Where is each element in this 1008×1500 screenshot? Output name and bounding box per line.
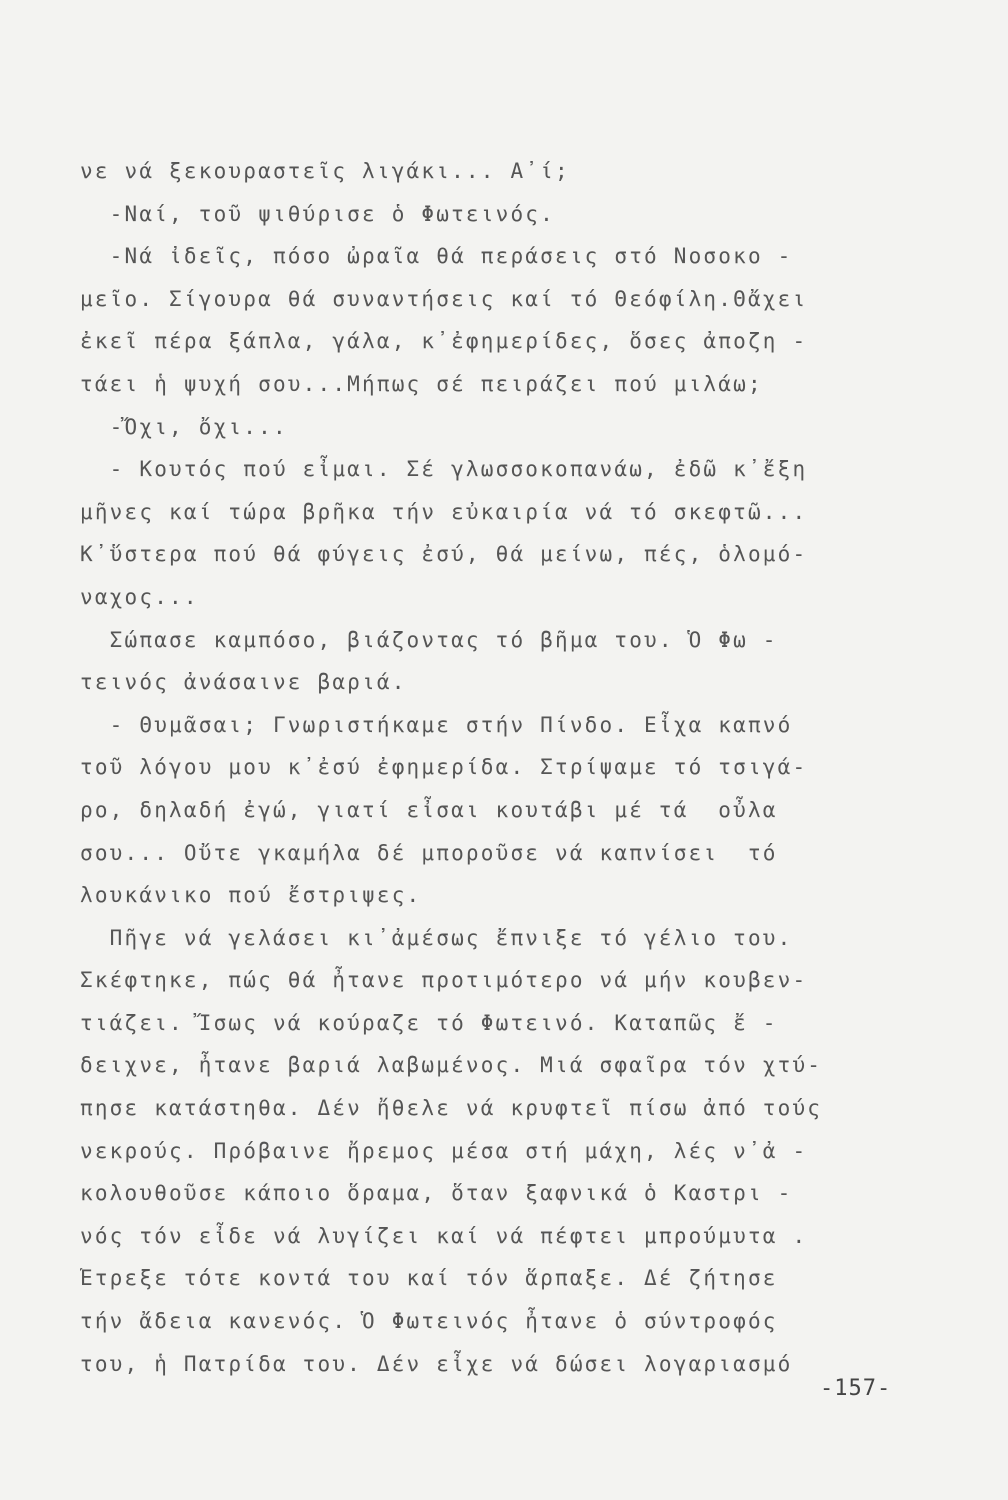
text-line: νε νά ξεκουραστεῖς λιγάκι... Α᾽ί; [80, 159, 570, 183]
text-line: τάει ἡ ψυχή σου...Μήπως σέ πειράζει πού μιλάω; [80, 371, 763, 396]
text-line: ναχος... [80, 584, 199, 609]
text-line: ἐκεῖ πέρα ξάπλα, γάλα, κ᾽ἐφημερίδες, ὅσες ἀποζη - [80, 329, 808, 354]
text-line: κολουθοῦσε κάποιο ὅραμα, ὅταν ξαφνικά ὁ Καστρι - [80, 1181, 793, 1206]
text-line: Κ᾽ὕστερα πού θά φύγεις ἐσύ, θά μείνω, πές, ὁλομό- [80, 542, 808, 567]
text-line: Ἔτρεξε τότε κοντά του καί τόν ἅρπαξε. Δέ ζήτησε [80, 1266, 778, 1291]
text-line: δειχνε, ἦτανε βαριά λαβωμένος. Μιά σφαῖρα τόν χτύ- [80, 1053, 823, 1078]
text-line: του, ἡ Πατρίδα του. Δέν εἶχε νά δώσει λογαριασμό [80, 1351, 793, 1376]
text-line: πησε κατάστηθα. Δέν ἤθελε νά κρυφτεῖ πίσω ἀπό τούς [80, 1096, 823, 1121]
text-line: νεκρούς. Πρόβαινε ἤρεμος μέσα στή μάχη, λές ν᾽ἀ - [80, 1138, 808, 1163]
text-line: τεινός ἀνάσαινε βαριά. [80, 670, 407, 695]
text-line: σου... Οὔτε γκαμήλα δέ μποροῦσε νά καπνίσει τό [80, 840, 778, 865]
text-line: μῆνες καί τώρα βρῆκα τήν εὐκαιρία νά τό σκεφτῶ... [80, 499, 808, 524]
text-line: Σκέφτηκε, πώς θά ἦτανε προτιμότερο νά μήν κουβεν- [80, 968, 808, 993]
text-line: νός τόν εἶδε νά λυγίζει καί νά πέφτει μπρούμυτα . [80, 1223, 808, 1248]
text-line: - Θυμᾶσαι; Γνωριστήκαμε στήν Πίνδο. Εἶχα καπνό [80, 712, 793, 737]
text-line: Σώπασε καμπόσο, βιάζοντας τό βῆμα του. Ὁ Φω - [80, 627, 778, 652]
text-line: τήν ἄδεια κανενός. Ὁ Φωτεινός ἦτανε ὁ σύντροφός [80, 1309, 778, 1334]
text-line: Πῆγε νά γελάσει κι᾽ἀμέσως ἔπνιξε τό γέλιο του. [80, 925, 793, 950]
text-line: μεῖο. Σίγουρα θά συναντήσεις καί τό Θεόφίλη.Θἄχει [80, 286, 808, 311]
text-line: τιάζει. Ἴσως νά κούραζε τό Φωτεινό. Καταπῶς ἔ - [80, 1010, 778, 1035]
text-line: - Κουτός πού εἶμαι. Σέ γλωσσοκοπανάω, ἐδῶ κ᾽ἔξη [80, 457, 808, 482]
text-line: λουκάνικο πού ἔστριψες. [80, 883, 422, 908]
page-number: -157- [820, 1376, 892, 1401]
page-text [80, 150, 920, 1385]
text-line: -Νά ἰδεῖς, πόσο ὠραῖα θά περάσεις στό Νοσοκο - [80, 244, 793, 269]
text-line: -Ναί, τοῦ ψιθύρισε ὁ Φωτεινός. [80, 201, 555, 226]
text-line: ρο, δηλαδή ἐγώ, γιατί εἶσαι κουτάβι μέ τά οὖλα [80, 797, 778, 822]
text-line: τοῦ λόγου μου κ᾽ἐσύ ἐφημερίδα. Στρίψαμε τό τσιγά- [80, 755, 808, 780]
text-line: -Ὄχι, ὄχι... [80, 414, 288, 439]
